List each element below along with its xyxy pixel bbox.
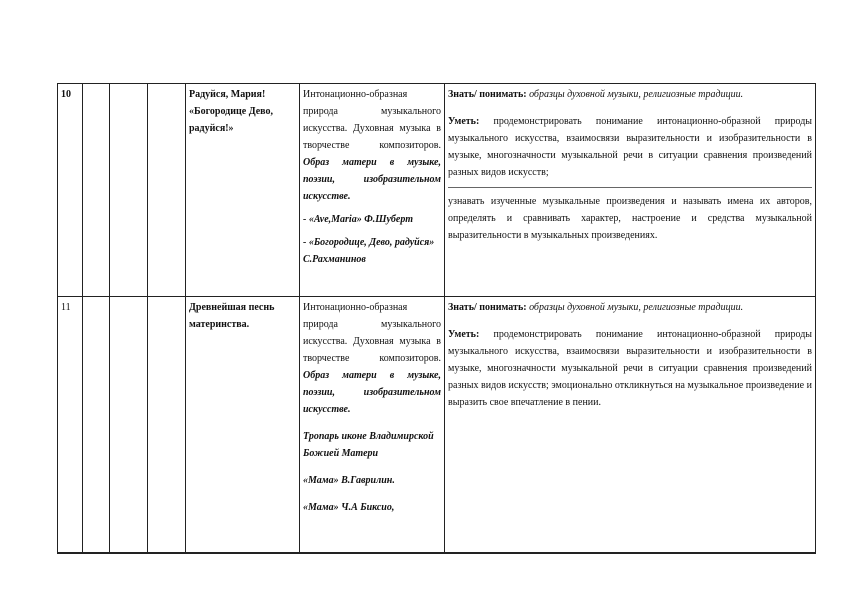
know-label: Знать/ понимать: — [448, 302, 527, 313]
know-text: образцы духовной музыки, религиозные традиции. — [529, 89, 744, 100]
empty-cell — [110, 297, 148, 553]
lesson-number-cell: 10 — [58, 84, 83, 297]
lesson-topic-cell: Древнейшая песнь материнства. — [186, 297, 300, 553]
lesson-plan-table — [57, 83, 816, 554]
repertoire-item: - «Ave,Maria» Ф.Шуберт — [303, 214, 413, 225]
can-label: Уметь: — [448, 116, 480, 127]
can-text: продемонстрировать понимание интонационно-образной природы музыкального искусства, взаимосвязи выразительности и изобразительности в музыке, многозначности музыкальной речи в ситуации сравнения произведений разных видов искусств; — [448, 116, 813, 178]
empty-cell — [148, 84, 186, 297]
requirements-cell — [445, 297, 816, 553]
can-text: продемонстрировать понимание интонационно-образной природы музыкального искусства, взаимосвязи выразительности и изобразительности в музыке, многозначности музыкальной речи в ситуации сравнения произведений разных видов искусств; эмоционально откликнуться на музыкальное произведение и выразить свое впечатление в пении. — [448, 329, 813, 408]
lesson-content-cell — [300, 84, 445, 297]
divider — [448, 187, 812, 188]
repertoire-item: - «Богородице, Дево, радуйся» С.Рахманинов — [303, 237, 435, 265]
repertoire-item: «Мама» В.Гаврилин. — [303, 475, 395, 486]
content-main-text: Интонационно-образная природа музыкального искусства. Духовная музыка в творчестве композиторов. — [303, 89, 441, 151]
content-italic-text: Образ матери в музыке, поэзии, изобразительном искусстве. — [303, 157, 441, 202]
repertoire-item: Тропарь иконе Владимирской Божией Матери — [303, 431, 434, 459]
know-text: образцы духовной музыки, религиозные традиции. — [529, 302, 744, 313]
table-row — [58, 84, 816, 297]
requirements-cell — [445, 84, 816, 297]
table-row — [58, 297, 816, 553]
content-italic-text: Образ матери в музыке, поэзии, изобразительном искусстве. — [303, 370, 441, 415]
lesson-number-cell: 11 — [58, 297, 83, 553]
empty-cell — [110, 84, 148, 297]
can-label: Уметь: — [448, 329, 480, 340]
empty-cell — [148, 297, 186, 553]
lesson-topic-cell: Радуйся, Мария! «Богородице Дево, радуйся!» — [186, 84, 300, 297]
content-main-text: Интонационно-образная природа музыкального искусства. Духовная музыка в творчестве композиторов. — [303, 302, 441, 364]
lesson-content-cell — [300, 297, 445, 553]
empty-cell — [83, 84, 110, 297]
know-label: Знать/ понимать: — [448, 89, 527, 100]
repertoire-item: «Мама» Ч.А Биксио, — [303, 502, 395, 513]
extra-text: узнавать изученные музыкальные произведения и называть имена их авторов, определять и сравнивать характер, настроение и средства музыкальной выразительности в музыкальных произведениях. — [448, 196, 812, 241]
empty-cell — [83, 297, 110, 553]
